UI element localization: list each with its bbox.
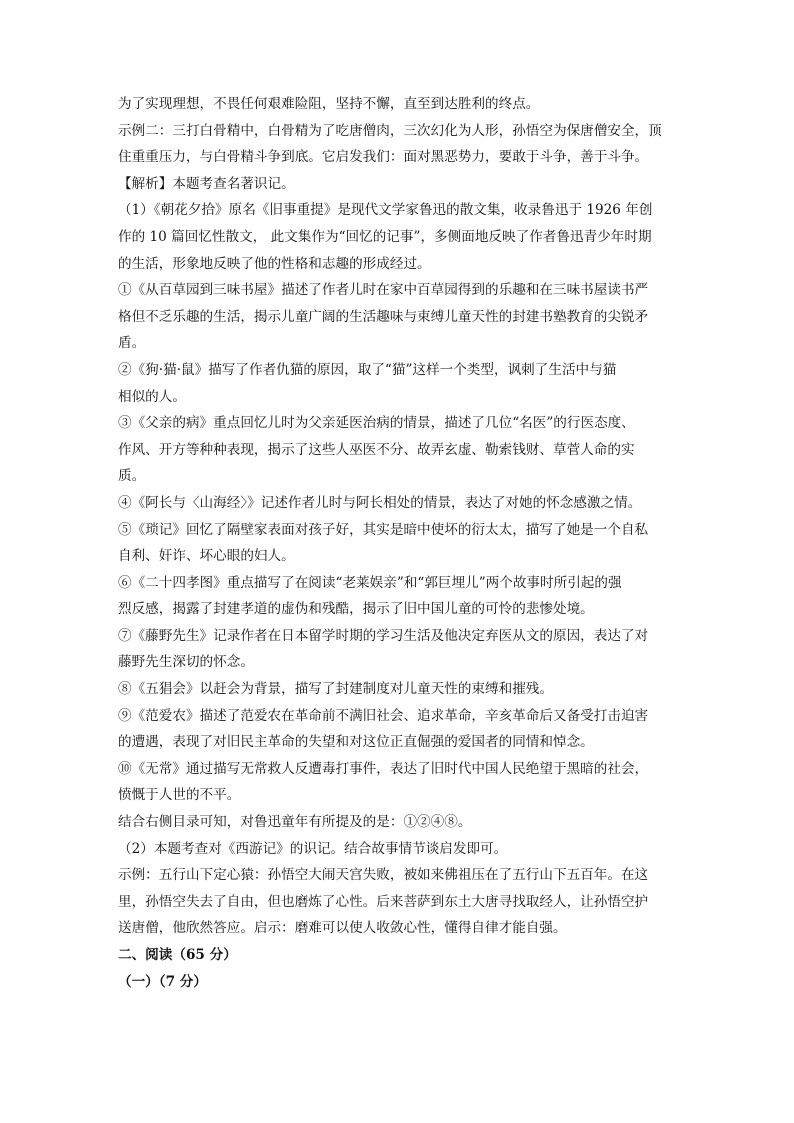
text-line: 藤野先生深切的怀念。: [118, 654, 254, 671]
text-line: ⑨《范爱农》描述了范爱农在革命前不满旧社会、追求革命，辛亥革命后又备受打击迫害: [118, 707, 649, 724]
subsection-heading: （一）（7 分）: [118, 973, 207, 990]
text-line: 住重重压力，与白骨精斗争到底。它启发我们：面对黑恶势力，要敢于斗争，善于斗争。: [118, 149, 649, 166]
text-line: 送唐僧，他欣然答应。启示：磨难可以使人收敛心性，懂得自律才能自强。: [118, 920, 567, 937]
text-line: 质。: [118, 468, 146, 485]
text-line: ④《阿长与〈山海经〉》记述作者儿时与阿长相处的情景，表达了对她的怀念感激之情。: [118, 494, 642, 511]
text-line: 愤慨于人世的不平。: [118, 787, 241, 804]
text-line: ⑤《琐记》回忆了隔壁家表面对孩子好，其实是暗中使坏的衍太太，描写了她是一个自私: [118, 521, 649, 538]
text-line: 的生活，形象地反映了他的性格和志趣的形成经过。: [118, 255, 431, 272]
text-line: 相似的人。: [118, 388, 186, 405]
text-line: 里，孙悟空失去了自由，但也磨炼了心性。后来菩萨到东土大唐寻找取经人，让孙悟空护: [118, 893, 649, 910]
text-line: 【解析】本题考查名著识记。: [118, 175, 295, 192]
text-line: 烈反感，揭露了封建孝道的虚伪和残酷，揭示了旧中国儿童的可怜的悲惨处境。: [118, 601, 594, 618]
section-heading: 二、阅读（65 分）: [118, 947, 237, 963]
text-line: ②《狗·猫·鼠》描写了作者仇猫的原因，取了“猫”这样一个类型，讽刺了生活中与猫: [118, 361, 617, 378]
text-line: 作风、开方等种种表现，揭示了这些人巫医不分、故弄玄虚、勒索钱财、草菅人命的实: [118, 441, 635, 458]
text-line: 格但不乏乐趣的生活，揭示儿童广阔的生活趣味与束缚儿童天性的封建书塾教育的尖锐矛: [118, 308, 649, 325]
text-line: 盾。: [118, 335, 146, 352]
text-line: 结合右侧目录可知，对鲁迅童年有所提及的是：①②④⑧。: [118, 814, 472, 831]
text-line: ⑦《藤野先生》记录作者在日本留学时期的学习生活及他决定弃医从文的原因，表达了对: [118, 627, 649, 644]
text-line: 作的 10 篇回忆性散文， 此文集作为“回忆的记事”，多侧面地反映了作者鲁迅青少年时期: [118, 228, 652, 245]
document-page: [118, 91, 678, 995]
text-line: 的遭遇，表现了对旧民主革命的失望和对这位正直倔强的爱国者的同情和悼念。: [118, 734, 594, 751]
text-line: 示例：五行山下定心猿：孙悟空大闹天宫失败，被如来佛祖压在了五行山下五百年。在这: [118, 867, 649, 884]
text-line: 为了实现理想，不畏任何艰难险阻，坚持不懈，直至到达胜利的终点。: [118, 96, 540, 112]
text-line: （2）本题考查对《西游记》的识记。结合故事情节谈启发即可。: [118, 840, 508, 857]
text-line: ⑧《五猖会》以赶会为背景，描写了封建制度对儿童天性的束缚和摧残。: [118, 681, 553, 698]
text-line: ⑩《无常》通过描写无常救人反遭毒打事件，表达了旧时代中国人民绝望于黑暗的社会，: [118, 760, 649, 777]
text-line: ①《从百草园到三味书屋》描述了作者儿时在家中百草园得到的乐趣和在三味书屋读书严: [118, 282, 649, 299]
text-line: 自利、奸诈、坏心眼的妇人。: [118, 548, 295, 565]
text-line: （1）《朝花夕拾》原名《旧事重提》是现代文学家鲁迅的散文集，收录鲁迅于 1926 年创: [118, 202, 653, 219]
text-line: ③《父亲的病》重点回忆儿时为父亲延医治病的情景，描述了几位“名医”的行医态度、: [118, 415, 635, 432]
text-line: 示例二：三打白骨精中，白骨精为了吃唐僧肉，三次幻化为人形，孙悟空为保唐僧安全，顶: [118, 122, 662, 139]
text-line: ⑥《二十四孝图》重点描写了在阅读“老莱娱亲”和“郭巨埋儿”两个故事时所引起的强: [118, 574, 622, 591]
